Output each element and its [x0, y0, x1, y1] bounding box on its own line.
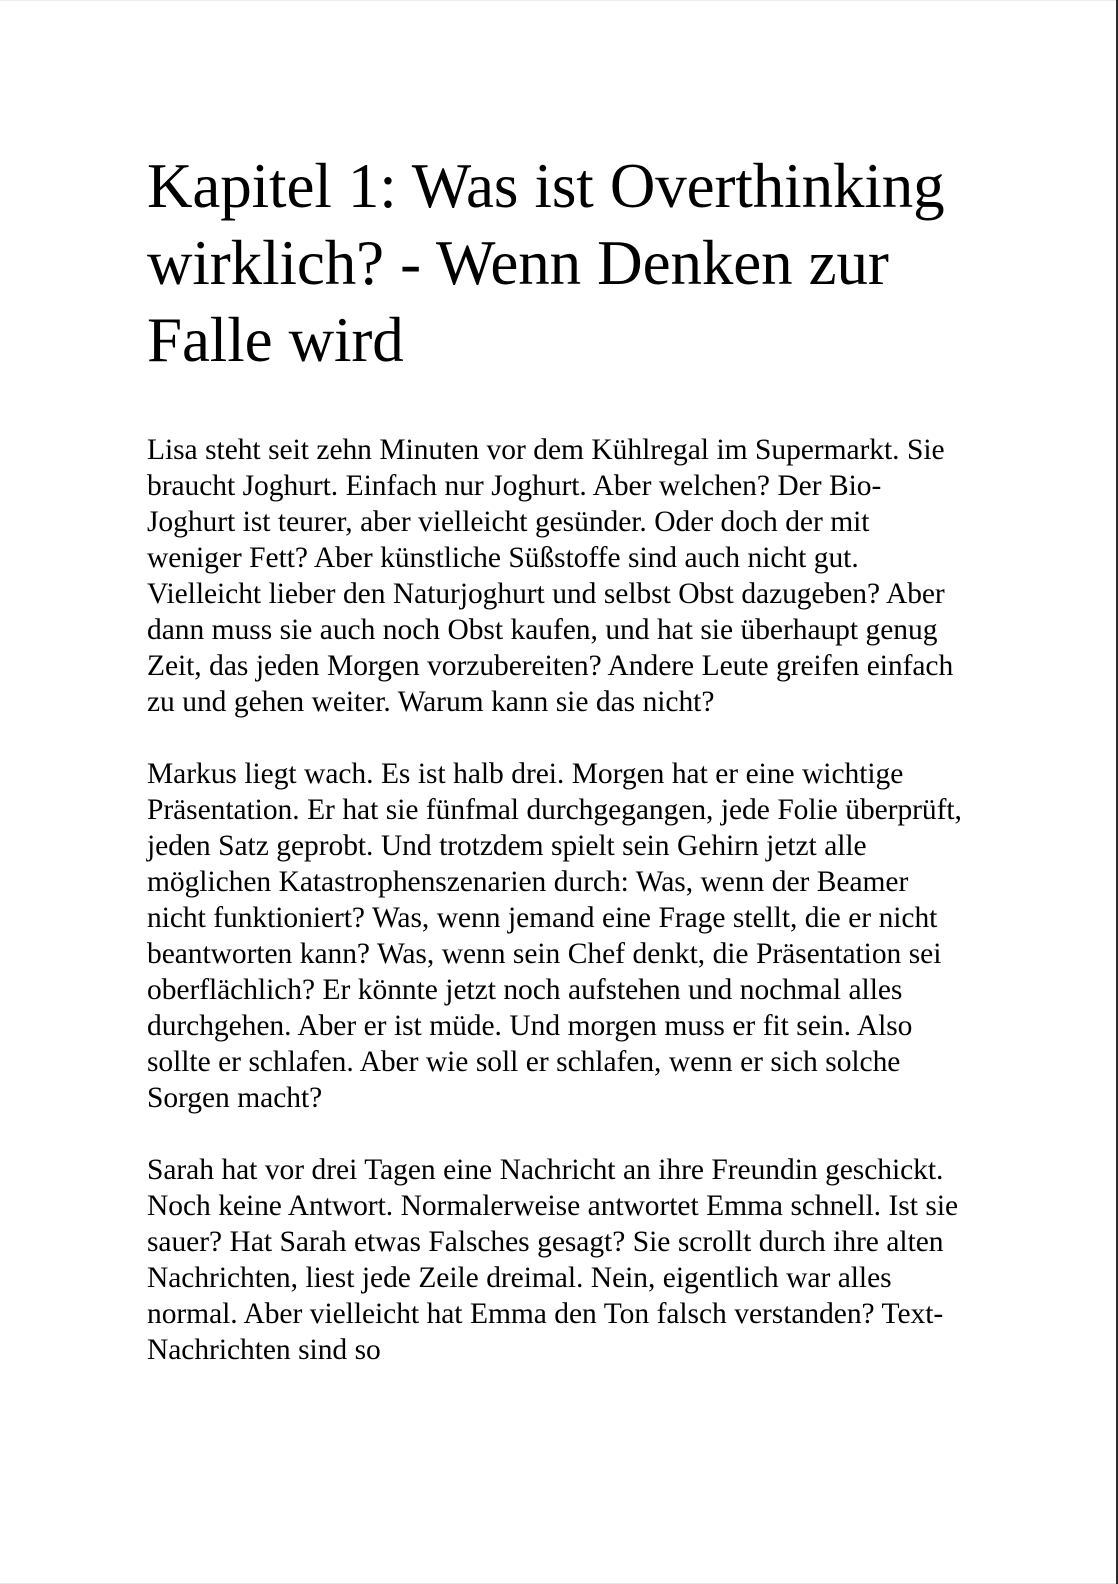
- body-copy: [147, 432, 965, 1368]
- text-column: [147, 0, 965, 1368]
- chapter-heading: Kapitel 1: Was ist Overthinking wirklich? - Wenn Denken zur Falle wird: [147, 151, 945, 375]
- paragraph-sarah: Sarah hat vor drei Tagen eine Nachricht an ihre Freundin geschickt. Noch keine Antwort. Normalerweise antwortet Emma schnell. Ist sie sauer? Hat Sarah etwas Falsches gesagt? Sie scrollt durch ihre alten Nachrichten, liest jede Zeile dreimal. Nein, eigentlich war alles normal. Aber vielleicht hat Emma den Ton falsch verstanden? Text-Nachrichten sind so: [147, 1154, 959, 1366]
- paragraph-lisa: Lisa steht seit zehn Minuten vor dem Kühlregal im Supermarkt. Sie braucht Joghurt. Einfach nur Joghurt. Aber welchen? Der Bio-Joghurt ist teurer, aber vielleicht gesünder. Oder doch der mit weniger Fett? Aber künstliche Süßstoffe sind auch nicht gut. Vielleicht lieber den Naturjoghurt und selbst Obst dazugeben? Aber dann muss sie auch noch Obst kaufen, und hat sie überhaupt genug Zeit, das jeden Morgen vorzubereiten? Andere Leute greifen einfach zu und gehen weiter. Warum kann sie das nicht?: [147, 434, 954, 718]
- paragraph-markus: Markus liegt wach. Es ist halb drei. Morgen hat er eine wichtige Präsentation. Er hat sie fünfmal durchgegangen, jede Folie überprüft, jeden Satz geprobt. Und trotzdem spielt sein Gehirn jetzt alle möglichen Katastrophenszenarien durch: Was, wenn der Beamer nicht funktioniert? Was, wenn jemand eine Frage stellt, die er nicht beantworten kann? Was, wenn sein Chef denkt, die Präsentation sei oberflächlich? Er könnte jetzt noch aufstehen und nochmal alles durchgehen. Aber er ist müde. Und morgen muss er fit sein. Also sollte er schlafen. Aber wie soll er schlafen, wenn er sich solche Sorgen macht?: [147, 758, 962, 1114]
